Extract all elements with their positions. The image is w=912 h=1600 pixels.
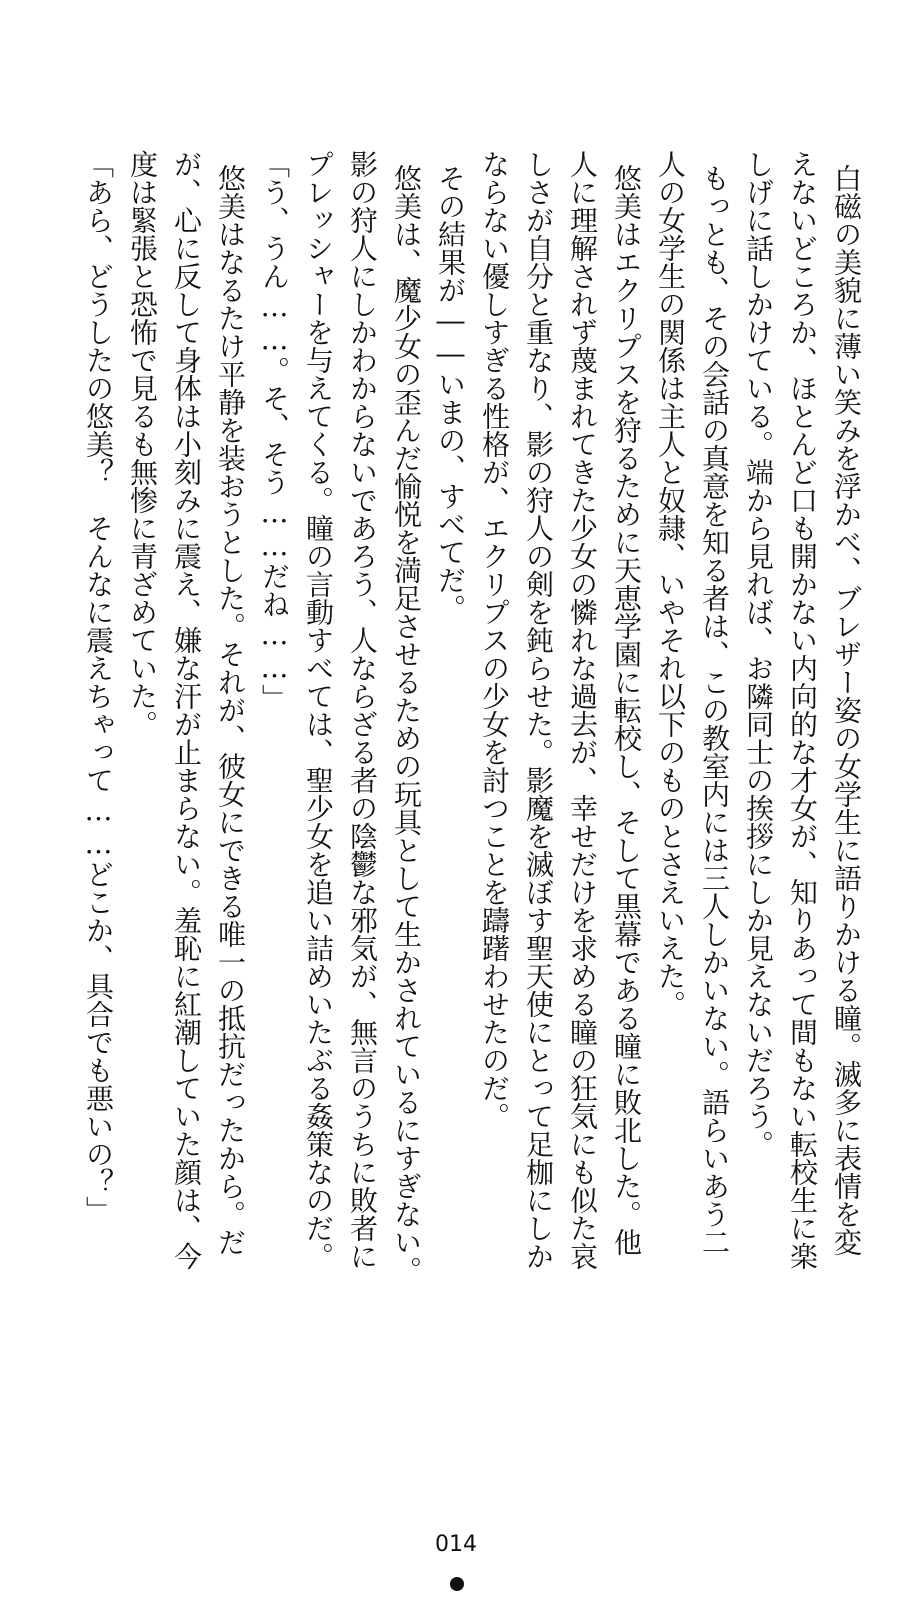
text-line: プレッシャーを与えてくる。瞳の言動すべては、聖少女を追い詰めいたぶる姦策なのだ。 (302, 150, 335, 1270)
text-line: 悠美は、魔少女の歪んだ愉悦を満足させるための玩具として生かされているにすぎない。 (390, 164, 423, 1284)
text-line: 人の女学生の関係は主人と奴隷、いやそれ以下のものとさえいえた。 (654, 150, 687, 1018)
text-line: その結果が――いまの、すべてだ。 (434, 164, 467, 622)
text-line: えないどころか、ほとんど口も開かない内向的な才女が、知りあって間もない転校生に楽 (786, 150, 819, 1270)
text-line: が、心に反して身体は小刻みに震え、嫌な汗が止まらない。羞恥に紅潮していた顔は、今 (170, 150, 203, 1270)
text-line: 人に理解されず蔑まれてきた少女の憐れな過去が、幸せだけを求める瞳の狂気にも似た哀 (566, 150, 599, 1270)
text-line: 悠美はエクリプスを狩るために天恵学園に転校し、そして黒幕である瞳に敗北した。他 (610, 164, 643, 1256)
text-line: 白磁の美貌に薄い笑みを浮かべ、ブレザー姿の女学生に語りかける瞳。滅多に表情を変 (830, 164, 863, 1256)
text-line: 悠美はなるたけ平静を装おうとした。それが、彼女にできる唯一の抵抗だったから。だ (214, 164, 247, 1256)
dialogue-line: 「う、うん……。そ、そう……だね……」 (258, 150, 291, 712)
text-line: しさが自分と重なり、影の狩人の剣を鈍らせた。影魔を滅ぼす聖天使にとって足枷にしか (522, 150, 555, 1270)
text-line: しげに話しかけている。端から見れば、お隣同士の挨拶にしか見えないだろう。 (742, 150, 775, 1158)
text-line: 影の狩人にしかわからないであろう、人ならざる者の陰鬱な邪気が、無言のうちに敗者に (346, 150, 379, 1270)
text-line: もっとも、その会話の真意を知る者は、この教室内には三人しかいない。語らいあう二 (698, 164, 731, 1256)
text-line: ならない優しすぎる性格が、エクリプスの少女を討つことを躊躇わせたのだ。 (478, 150, 511, 1130)
vertical-text-body (76, 150, 868, 1330)
page-marker-dot-icon (450, 1577, 464, 1591)
dialogue-line: 「あら、どうしたの悠美？ そんなに震えちゃって……どこか、具合でも悪いの？」 (82, 150, 115, 1224)
text-line: 度は緊張と恐怖で見るも無惨に青ざめていた。 (126, 150, 159, 738)
page-number: 014 (435, 1532, 477, 1557)
